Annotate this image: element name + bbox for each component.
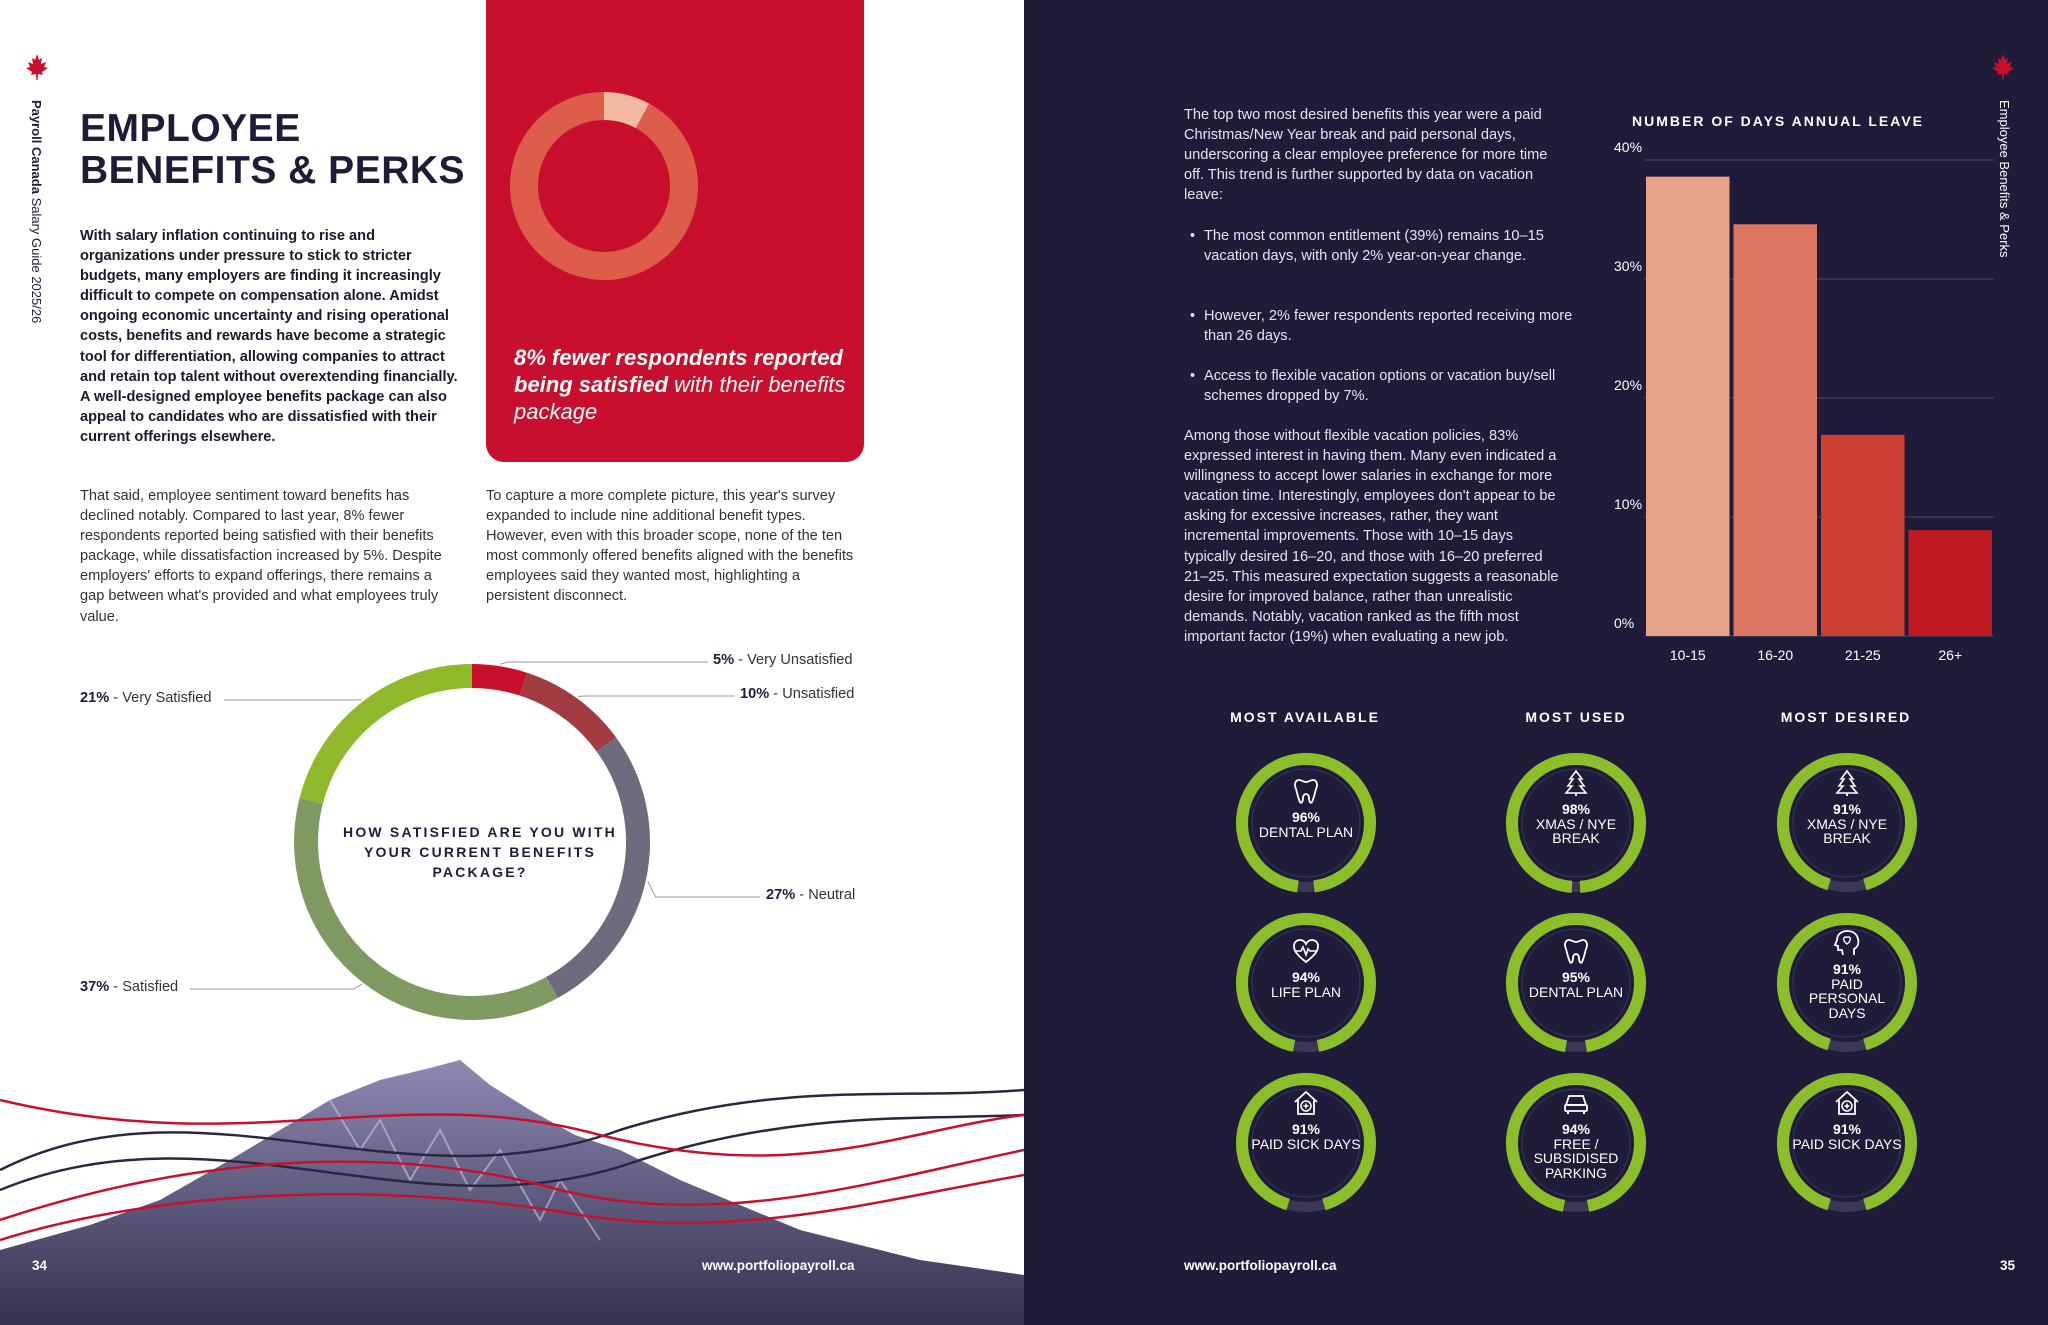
- pie-label-satisfied: 37% - Satisfied: [80, 979, 179, 995]
- right-page: [1024, 0, 2048, 1325]
- ring-benefit-name: FREE / SUBSIDISED PARKING: [1533, 1135, 1619, 1181]
- ring-label: [1792, 1122, 1902, 1151]
- tooth-icon: [1561, 936, 1591, 966]
- ring-label: [1251, 1122, 1361, 1151]
- ring-label: [1792, 802, 1902, 846]
- ring-percent: 91%: [1291, 1121, 1321, 1137]
- bar-16-20: [1734, 224, 1818, 636]
- medical-house-icon: [1291, 1088, 1321, 1118]
- x-tick-label: 16-20: [1757, 647, 1794, 663]
- pie-label-very-unsatisfied: 5% - Very Unsatisfied: [713, 652, 853, 668]
- callout-bold: 8% fewer respondents reported being satisfied: [514, 345, 843, 397]
- head-heart-icon: [1832, 928, 1862, 958]
- benefit-ring: [1774, 750, 1920, 896]
- ring-benefit-name: DENTAL PLAN: [1258, 823, 1354, 840]
- mountain-illustration: [0, 1040, 1024, 1325]
- pie-label-very-satisfied: 21% - Very Satisfied: [80, 690, 212, 706]
- x-tick-label: 26+: [1938, 647, 1963, 663]
- ring-benefit-name: PAID SICK DAYS: [1792, 1135, 1902, 1152]
- ring-label: [1521, 802, 1631, 846]
- title-line-2: BENEFITS & PERKS: [80, 149, 466, 192]
- pie-label-unsatisfied: 10% - Unsatisfied: [740, 686, 855, 702]
- ring-benefit-name: XMAS / NYE BREAK: [1535, 815, 1617, 846]
- bar-chart-title: NUMBER OF DAYS ANNUAL LEAVE: [1631, 113, 1925, 129]
- leader-line: [190, 984, 362, 989]
- ring-benefit-name: DENTAL PLAN: [1528, 983, 1624, 1000]
- y-tick-label: 20%: [1614, 377, 1643, 393]
- title-line-1: EMPLOYEE: [80, 107, 301, 150]
- ring-label: [1521, 1122, 1631, 1180]
- bar-26+: [1909, 530, 1993, 636]
- medical-house-icon: [1832, 1088, 1862, 1118]
- bullet-item: • However, 2% fewer respondents reported receiving more than 26 days.: [1190, 308, 1573, 345]
- leader-line: [648, 881, 760, 897]
- ring-label: [1251, 970, 1361, 999]
- donut-question: HOW SATISFIED ARE YOU WITH YOUR CURRENT BENEFITS PACKAGE?: [343, 824, 617, 880]
- benefit-ring: [1774, 1070, 1920, 1216]
- maple-leaf-icon: [1988, 52, 2018, 82]
- pie-label-neutral: 27% - Neutral: [766, 887, 856, 903]
- y-tick-label: 30%: [1614, 258, 1643, 274]
- page-number-left: 34: [32, 1258, 48, 1273]
- ring-benefit-name: PAID PERSONAL DAYS: [1808, 975, 1886, 1021]
- y-tick-label: 0%: [1614, 615, 1635, 631]
- right-paragraph-2: Among those without flexible vacation policies, 83% expressed interest in having them. Many even indicated a willingness to accept lower salaries in exchange for more vacation time. Interestingly, employees don't appear to be asking for excessive increases, rather, they want incremental improvements. Those with 10–15 days typically desired 16–20, and those with 16–20 preferred 21–25. This measured expectation suggests a reasonable desire for improved balance, rather than unrealistic demands. Notably, vacation ranked as the fifth most important factor (19%) when evaluating a new job.: [1184, 428, 1559, 645]
- intro-paragraph: With salary inflation continuing to rise and organizations under pressure to stick to stricter budgets, many employers are finding it increasingly difficult to compete on compensation alone. Amidst ongoing economic uncertainty and rising operational costs, benefits and rewards have become a strategic tool for differentiation, allowing companies to attract and retain top talent without overextending financially. A well-designed employee benefits package can also appeal to candidates who are dissatisfied with their current offerings elsewhere.: [80, 228, 458, 445]
- bullet-item: • Access to flexible vacation options or vacation buy/sell schemes dropped by 7%.: [1190, 368, 1556, 405]
- ring-label: [1792, 962, 1902, 1020]
- ring-benefit-name: LIFE PLAN: [1270, 983, 1342, 1000]
- ring-benefit-name: XMAS / NYE BREAK: [1806, 815, 1888, 846]
- benefit-ring: [1503, 1070, 1649, 1216]
- annual-leave-bar-chart: [1584, 140, 2014, 670]
- column-heading-used: MOST USED: [1525, 709, 1627, 725]
- donut-slice-very-satisfied: [311, 676, 472, 801]
- ring-percent: 91%: [1832, 961, 1862, 977]
- satisfaction-donut-chart: [0, 0, 1024, 1060]
- vertical-side-title: Employee Benefits & Perks: [1997, 100, 2012, 258]
- body-paragraph-right: To capture a more complete picture, this year's survey expanded to include nine additional benefit types. However, even with this broader scope, none of the ten most commonly offered benefits aligned with the benefits employees said they wanted most, highlighting a persistent disconnect.: [486, 488, 854, 605]
- column-heading-available: MOST AVAILABLE: [1230, 709, 1380, 725]
- bar-10-15: [1646, 177, 1730, 636]
- leader-line: [500, 662, 708, 664]
- side-title-rest: Salary Guide 2025/26: [29, 197, 44, 324]
- benefit-ring: [1503, 910, 1649, 1056]
- ring-label: [1251, 810, 1361, 839]
- benefit-ring: [1503, 750, 1649, 896]
- donut-slice-very-unsatisfied: [472, 676, 523, 684]
- body-paragraph-left: That said, employee sentiment toward benefits has declined notably. Compared to last year, 8% fewer respondents reported being satisfied with their benefits package, while dissatisfaction increased by 5%. Despite employers' efforts to expand offerings, there remains a gap between what's provided and what employees truly value.: [80, 488, 442, 625]
- tree-icon: [1561, 768, 1591, 798]
- tree-icon: [1832, 768, 1862, 798]
- footer-url-right[interactable]: www.portfoliopayroll.ca: [1184, 1258, 1337, 1273]
- benefit-ring: [1233, 910, 1379, 1056]
- tooth-icon: [1291, 776, 1321, 806]
- x-tick-label: 21-25: [1844, 647, 1881, 663]
- heart-pulse-icon: [1291, 936, 1321, 966]
- column-heading-desired: MOST DESIRED: [1780, 709, 1912, 725]
- ring-percent: 91%: [1832, 1121, 1862, 1137]
- callout-rest: with their benefits package: [514, 372, 846, 424]
- ring-benefit-name: PAID SICK DAYS: [1251, 1135, 1361, 1152]
- ring-percent: 91%: [1832, 801, 1862, 817]
- footer-url-left[interactable]: www.portfoliopayroll.ca: [702, 1258, 855, 1273]
- bar-21-25: [1821, 435, 1905, 636]
- right-intro-paragraph: The top two most desired benefits this year were a paid Christmas/New Year break and paid personal days, underscoring a clear employee preference for more time off. This trend is further supported by data on vacation leave:: [1184, 107, 1548, 204]
- benefit-ring: [1233, 1070, 1379, 1216]
- page-number-right: 35: [2000, 1258, 2016, 1273]
- ring-percent: 96%: [1291, 809, 1321, 825]
- bullet-item: • The most common entitlement (39%) remains 10–15 vacation days, with only 2% year-on-year change.: [1190, 228, 1544, 265]
- benefit-ring: [1774, 910, 1920, 1056]
- benefit-ring: [1233, 750, 1379, 896]
- x-tick-label: 10-15: [1669, 647, 1706, 663]
- ring-percent: 95%: [1561, 969, 1591, 985]
- car-icon: [1561, 1088, 1591, 1118]
- ring-percent: 98%: [1561, 801, 1591, 817]
- y-tick-label: 40%: [1614, 140, 1643, 155]
- y-tick-label: 10%: [1614, 496, 1643, 512]
- ring-percent: 94%: [1561, 1121, 1591, 1137]
- donut-slice-unsatisfied: [523, 684, 606, 744]
- ring-percent: 94%: [1291, 969, 1321, 985]
- side-title-bold: Payroll Canada: [29, 100, 44, 194]
- ring-label: [1521, 970, 1631, 999]
